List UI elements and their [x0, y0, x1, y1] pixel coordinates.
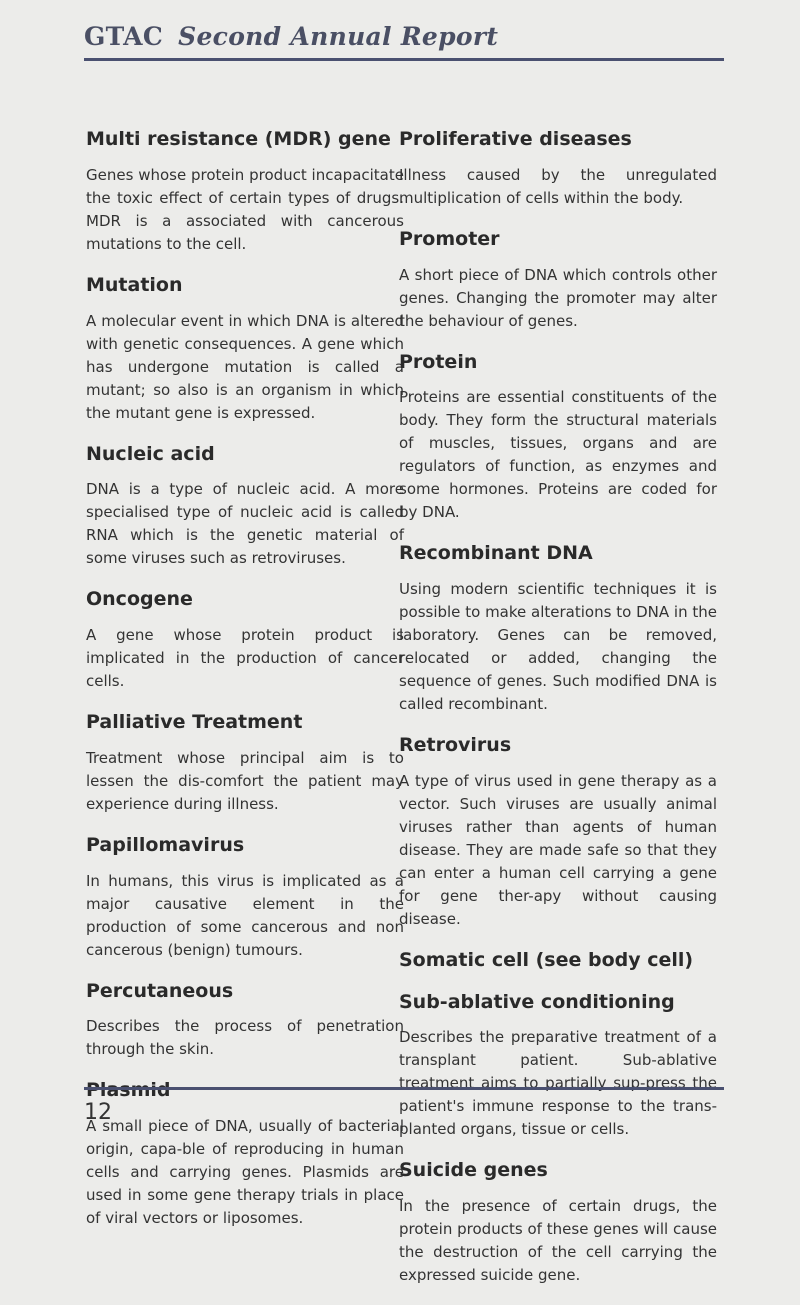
glossary-term: Promoter [399, 227, 500, 250]
report-subtitle: Second Annual Report [178, 22, 499, 51]
glossary-definition: In humans, this virus is implicated as a major causative element in the production of some cancerous and non cancerous (benign) tumours. [86, 871, 404, 959]
glossary-term: Multi resistance (MDR) gene [86, 128, 391, 150]
glossary-definition: Genes whose protein product incapacitate the toxic effect of certain types of drugs. MDR is a associated with cancerous mutations to the cell. [86, 165, 404, 253]
glossary-entry [86, 588, 404, 693]
glossary-term: Somatic cell (see body cell) [399, 948, 694, 971]
report-title [84, 22, 498, 51]
glossary-column-left [86, 128, 404, 1248]
glossary-term: Protein [399, 350, 478, 373]
glossary-definition: Treatment whose principal aim is to lessen the dis-comfort the patient may experience during illness. [86, 748, 404, 813]
glossary-entry [399, 734, 717, 931]
glossary-definition: A molecular event in which DNA is altered with genetic consequences. A gene which has undergone mutation is called a mutant; so also is an organism in which the mutant gene is expressed. [86, 311, 404, 422]
glossary-entry [86, 443, 404, 571]
glossary-term: Retrovirus [399, 734, 512, 756]
glossary-entry [86, 711, 404, 816]
glossary-term: Oncogene [86, 588, 193, 611]
glossary-column-right [399, 128, 717, 1305]
org-name: GTAC [84, 22, 164, 51]
glossary-term: Nucleic acid [86, 442, 215, 465]
glossary-term: Sub-ablative conditioning [399, 990, 675, 1013]
glossary-definition: A gene whose protein product is implicated in the production of cancer cells. [86, 626, 404, 690]
glossary-entry [399, 228, 717, 333]
glossary-definition: Proteins are essential constituents of the body. They form the structural materials of muscles, tissues, organs and are regulators of function, as enzymes and some hormones. Proteins are coded for by DNA. [399, 388, 717, 522]
glossary-definition: Using modern scientific techniques it is possible to make alterations to DNA in the laboratory. Genes can be removed, relocated or added, changing the sequence of genes. Such modified DNA is called recombinant. [399, 580, 717, 713]
glossary-definition: Describes the process of penetration through the skin. [86, 1017, 404, 1059]
glossary-entry [399, 351, 717, 525]
glossary-definition: Describes the preparative treatment of a transplant patient. Sub-ablative treatment aims to partially sup-press the patient's immune response to the trans-planted organs, tissue or cells. [399, 1028, 717, 1139]
glossary-entry [399, 128, 717, 210]
glossary-entry [399, 542, 717, 716]
glossary-term: Recombinant DNA [399, 542, 593, 565]
glossary-definition: DNA is a type of nucleic acid. A more specialised type of nucleic acid is called RNA which is the genetic material of some viruses such as retroviruses. [86, 480, 404, 568]
header-divider [84, 58, 724, 61]
glossary-definition: A type of virus used in gene therapy as a vector. Such viruses are usually animal viruses rather than agents of human disease. They are made safe so that they can enter a human cell carrying a gene for gene ther-apy without causing disease. [399, 771, 717, 928]
glossary-definition: A small piece of DNA, usually of bacterial origin, capa-ble of reproducing in human cells and carrying genes. Plasmids are used in some gene therapy trials in place of viral vectors or liposomes. [86, 1117, 404, 1227]
glossary-term: Proliferative diseases [399, 128, 632, 150]
glossary-term: Palliative Treatment [86, 711, 303, 733]
glossary-entry [399, 991, 717, 1142]
glossary-term: Mutation [86, 273, 183, 296]
glossary-entry [86, 274, 404, 425]
glossary-term: Suicide genes [399, 1159, 548, 1182]
glossary-entry [399, 1159, 717, 1287]
glossary-term: Plasmid [86, 1079, 171, 1102]
glossary-entry [86, 128, 404, 256]
glossary-term: Papillomavirus [86, 833, 245, 856]
glossary-entry [86, 1079, 404, 1230]
glossary-entry [86, 980, 404, 1062]
glossary-definition: Illness caused by the unregulated multiplication of cells within the body. [399, 165, 717, 207]
glossary-entry [399, 949, 717, 973]
page-number: 12 [84, 1100, 112, 1125]
footer-divider [84, 1087, 724, 1090]
glossary-definition: In the presence of certain drugs, the protein products of these genes will cause the destruction of the cell carrying the expressed suicide gene. [399, 1197, 717, 1284]
glossary-definition: A short piece of DNA which controls other genes. Changing the promoter may alter the behaviour of genes. [399, 265, 717, 330]
glossary-entry [86, 834, 404, 962]
glossary-term: Percutaneous [86, 979, 234, 1002]
